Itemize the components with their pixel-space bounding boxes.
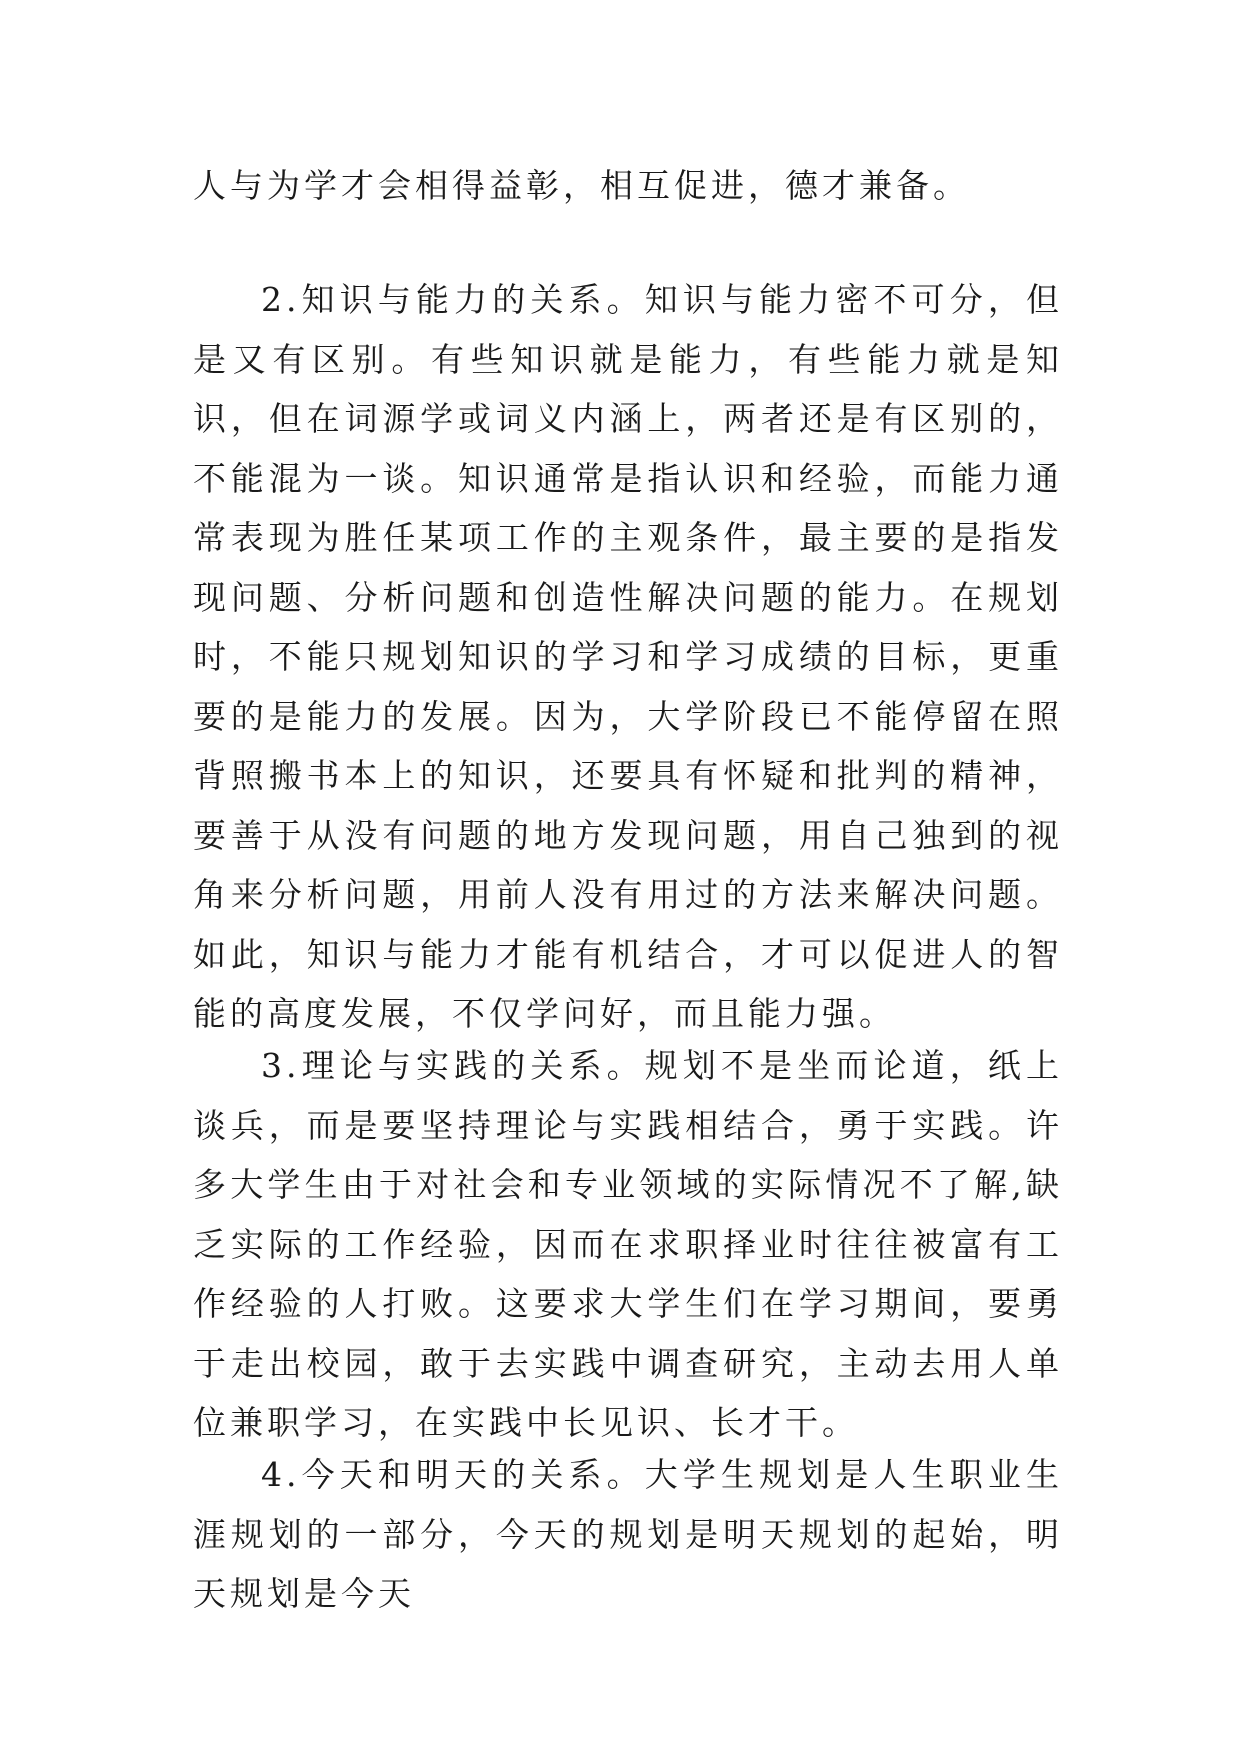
paragraph-continuation: 人与为学才会相得益彰，相互促进，德才兼备。 [193,166,970,205]
paragraph-knowledge-and-ability: 2.知识与能力的关系。知识与能力密不可分，但是又有区别。有些知识就是能力，有些能力就是知识，但在词源学或词义内涵上，两者还是有区别的，不能混为一谈。知识通常是指认识和经验，而能力通常表现为胜任某项工作的主观条件，最主要的是指发现问题、分析问题和创造性解决问题的能力。在规划时，不能只规划知识的学习和学习成绩的目标，更重要的是能力的发展。因为，大学阶段已不能停留在照背照搬书本上的知识，还要具有怀疑和批判的精神，要善于从没有问题的地方发现问题，用自己独到的视角来分析问题，用前人没有用过的方法来解决问题。如此，知识与能力才能有机结合，才可以促进人的智能的高度发展，不仅学问好，而且能力强。 [193,280,1063,1033]
paragraph-today-and-tomorrow: 4.今天和明天的关系。大学生规划是人生职业生涯规划的一部分，今天的规划是明天规划的起始，明天规划是今天 [193,1455,1063,1613]
paragraph-theory-and-practice: 3.理论与实践的关系。规划不是坐而论道，纸上谈兵，而是要坚持理论与实践相结合，勇于实践。许多大学生由于对社会和专业领域的实际情况不了解,缺乏实际的工作经验，因而在求职择业时往往被富有工作经验的人打败。这要求大学生们在学习期间，要勇于走出校园，敢于去实践中调查研究，主动去用人单位兼职学习，在实践中长见识、长才干。 [193,1046,1063,1442]
